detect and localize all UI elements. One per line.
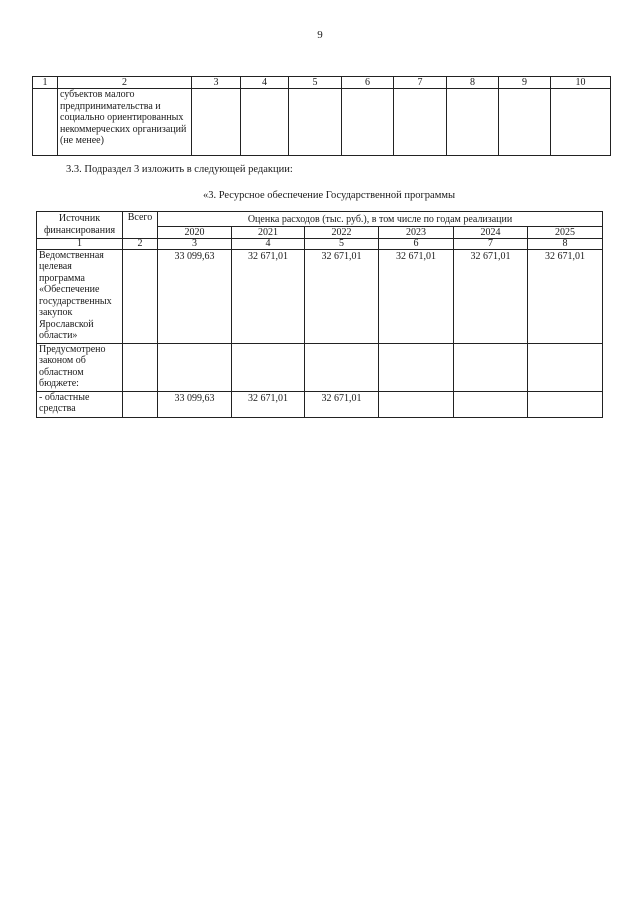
value-cell: 32 671,01 <box>232 249 305 343</box>
table-row <box>33 89 611 156</box>
value-cell: 33 099,63 <box>158 391 232 417</box>
column-number-row <box>33 77 611 89</box>
page-number: 9 <box>317 29 323 41</box>
table-row <box>37 249 603 343</box>
section-title: «3. Ресурсное обеспечение Государственной программы <box>202 190 456 201</box>
source-cell: Ведомственная целевая программа «Обеспечение государственных закупок Ярославской области» <box>37 249 123 343</box>
column-number: 9 <box>499 77 551 89</box>
table-cell <box>289 89 342 156</box>
table-cell <box>447 89 499 156</box>
value-cell: 32 671,01 <box>528 249 603 343</box>
value-cell: 32 671,01 <box>305 391 379 417</box>
year-cell: 2023 <box>379 226 454 238</box>
table-cell <box>342 89 394 156</box>
source-cell: Предусмотрено законом об областном бюджете: <box>37 343 123 391</box>
header-total: Всего <box>123 212 158 239</box>
year-cell: 2024 <box>454 226 528 238</box>
column-number: 5 <box>305 238 379 249</box>
column-number: 4 <box>241 77 289 89</box>
column-number: 1 <box>37 238 123 249</box>
table-cell <box>241 89 289 156</box>
value-cell <box>528 343 603 391</box>
value-cell <box>158 343 232 391</box>
column-number-row <box>37 238 603 249</box>
year-cell: 2020 <box>158 226 232 238</box>
column-number: 1 <box>33 77 58 89</box>
table-cell <box>192 89 241 156</box>
value-cell <box>454 391 528 417</box>
column-number: 8 <box>447 77 499 89</box>
column-number: 6 <box>342 77 394 89</box>
value-cell <box>528 391 603 417</box>
table-cell <box>551 89 611 156</box>
resource-table <box>36 211 603 418</box>
column-number: 4 <box>232 238 305 249</box>
column-number: 2 <box>58 77 192 89</box>
column-number: 8 <box>528 238 603 249</box>
table-cell <box>33 89 58 156</box>
total-cell <box>123 249 158 343</box>
column-number: 6 <box>379 238 454 249</box>
year-cell: 2025 <box>528 226 603 238</box>
column-number: 10 <box>551 77 611 89</box>
column-number: 2 <box>123 238 158 249</box>
header-row <box>37 212 603 227</box>
header-source: Источник финансирования <box>37 212 123 239</box>
total-cell <box>123 391 158 417</box>
table-cell <box>394 89 447 156</box>
indicator-name-cell: субъектов малого предпринимательства и социально ориентированных некоммерческих организаций (не менее) <box>58 89 192 156</box>
header-estimate: Оценка расходов (тыс. руб.), в том числе по годам реализации <box>158 212 603 227</box>
value-cell: 32 671,01 <box>305 249 379 343</box>
value-cell: 33 099,63 <box>158 249 232 343</box>
column-number: 3 <box>192 77 241 89</box>
value-cell: 32 671,01 <box>232 391 305 417</box>
value-cell <box>232 343 305 391</box>
table-cell <box>499 89 551 156</box>
table-row <box>37 343 603 391</box>
amendment-paragraph: 3.3. Подраздел 3 изложить в следующей редакции: <box>66 164 293 175</box>
value-cell <box>379 343 454 391</box>
source-cell: - областные средства <box>37 391 123 417</box>
year-cell: 2021 <box>232 226 305 238</box>
column-number: 5 <box>289 77 342 89</box>
value-cell <box>454 343 528 391</box>
value-cell <box>379 391 454 417</box>
value-cell: 32 671,01 <box>379 249 454 343</box>
column-number: 7 <box>454 238 528 249</box>
year-cell: 2022 <box>305 226 379 238</box>
value-cell: 32 671,01 <box>454 249 528 343</box>
total-cell <box>123 343 158 391</box>
column-number: 3 <box>158 238 232 249</box>
value-cell <box>305 343 379 391</box>
indicators-table-fragment <box>32 76 611 156</box>
table-row <box>37 391 603 417</box>
column-number: 7 <box>394 77 447 89</box>
